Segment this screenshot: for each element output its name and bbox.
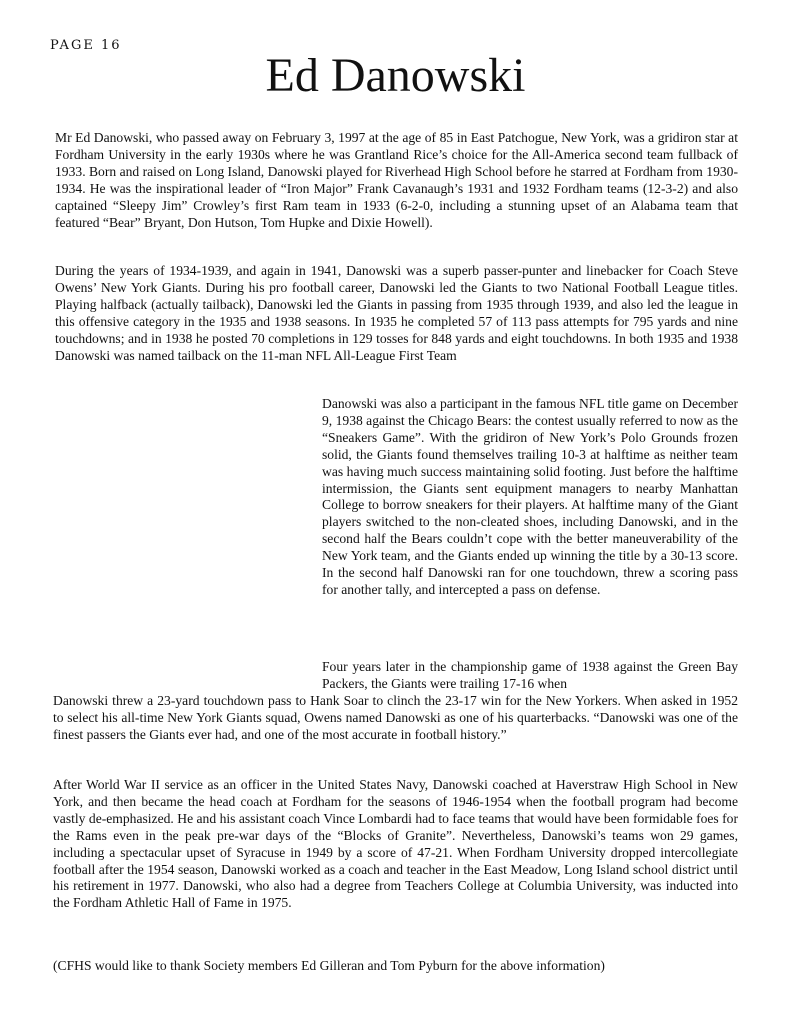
paragraph-pro-career: During the years of 1934-1939, and again in 1941, Danowski was a superb passer-punter and linebacker for Coach Steve Owens’ New York Giants. During his pro football career, Danowski led the Giants to two National Football League titles. Playing halfback (actually tailback), Danowski led the Giants in passing from 1935 through 1939, and also led the league in this offensive category in the 1935 and 1938 seasons. In 1935 he completed 57 of 113 pass attempts for 795 yards and nine touchdowns; and in 1938 he posted 70 completions in 129 tosses for 848 yards and eight touchdowns. In both 1935 and 1938 Danowski was named tailback on the 11-man NFL All-League First Team (55, 263, 738, 363)
paragraph-sneakers-game: Danowski was also a participant in the famous NFL title game on December 9, 1938 against the Chicago Bears: the contest usually referred to now as the “Sneakers Game”. With the gridiron of New York’s Polo Grounds frozen solid, the Giants found themselves trailing 10-3 at halftime as neither team was having much success maintaining solid footing. Just before the halftime intermission, the Giants sent equipment managers to nearby Manhattan College to borrow sneakers for their players. At halftime many of the Giant players switched to the non-cleated shoes, including Danowski, and in the second half the Bears couldn’t cope with the better maneuverability of the New York team, and the Giants ended up winning the title by a 30-13 score. In the second half Danowski ran for one touchdown, threw a scoring pass for another tally, and intercepted a pass on defense. (322, 396, 739, 597)
paragraph-championship-start: Four years later in the championship game of 1938 against the Green Bay Packers, the Giants were trailing 17-16 when (322, 659, 738, 691)
paragraph-biography-intro: Mr Ed Danowski, who passed away on February 3, 1997 at the age of 85 in East Patchogue, New York, was a gridiron star at Fordham University in the early 1930s where he was Grantland Rice’s choice for the All-America second team fullback of 1933. Born and raised on Long Island, Danowski played for Riverhead High School before he starred at Fordham from 1930-1934. He was the inspirational leader of “Iron Major” Frank Cavanaugh’s 1931 and 1932 Fordham teams (12-3-2) and also captained “Sleepy Jim” Crowley’s first Ram team in 1933 (6-2-0, including a stunning upset of an Alabama team that featured “Bear” Bryant, Don Hutson, Tom Hupke and Dixie Howell). (55, 130, 738, 230)
acknowledgement-note: (CFHS would like to thank Society members Ed Gilleran and Tom Pyburn for the above information) (53, 958, 605, 973)
page-number: PAGE 16 (50, 38, 122, 53)
paragraph-coaching-career: After World War II service as an officer in the United States Navy, Danowski coached at Haverstraw High School in New York, and then became the head coach at Fordham for the seasons of 1946-1954 when the football program had become vastly de-emphasized. He and his assistant coach Vince Lombardi had to face teams that would have been formidable foes for the Rams even in the peak pre-war days of the “Blocks of Granite”. Nevertheless, Danowski’s teams won 29 games, including a spectacular upset of Syracuse in 1949 by a score of 47-21. When Fordham University dropped intercollegiate football after the 1954 season, Danowski worked as a coach and teacher in the East Meadow, Long Island school district until his retirement in 1977. Danowski, who also had a degree from Teachers College at Columbia University, was inducted into the Fordham Athletic Hall of Fame in 1975. (53, 777, 738, 911)
article-title: Ed Danowski (265, 49, 526, 102)
paragraph-championship-continued: Danowski threw a 23-yard touchdown pass to Hank Soar to clinch the 23-17 win for the New Yorkers. When asked in 1952 to select his all-time New York Giants squad, Owens named Danowski as one of his quarterbacks. “Danowski was one of the finest passers the Giants ever had, and one of the most accurate in football history.” (53, 693, 738, 742)
